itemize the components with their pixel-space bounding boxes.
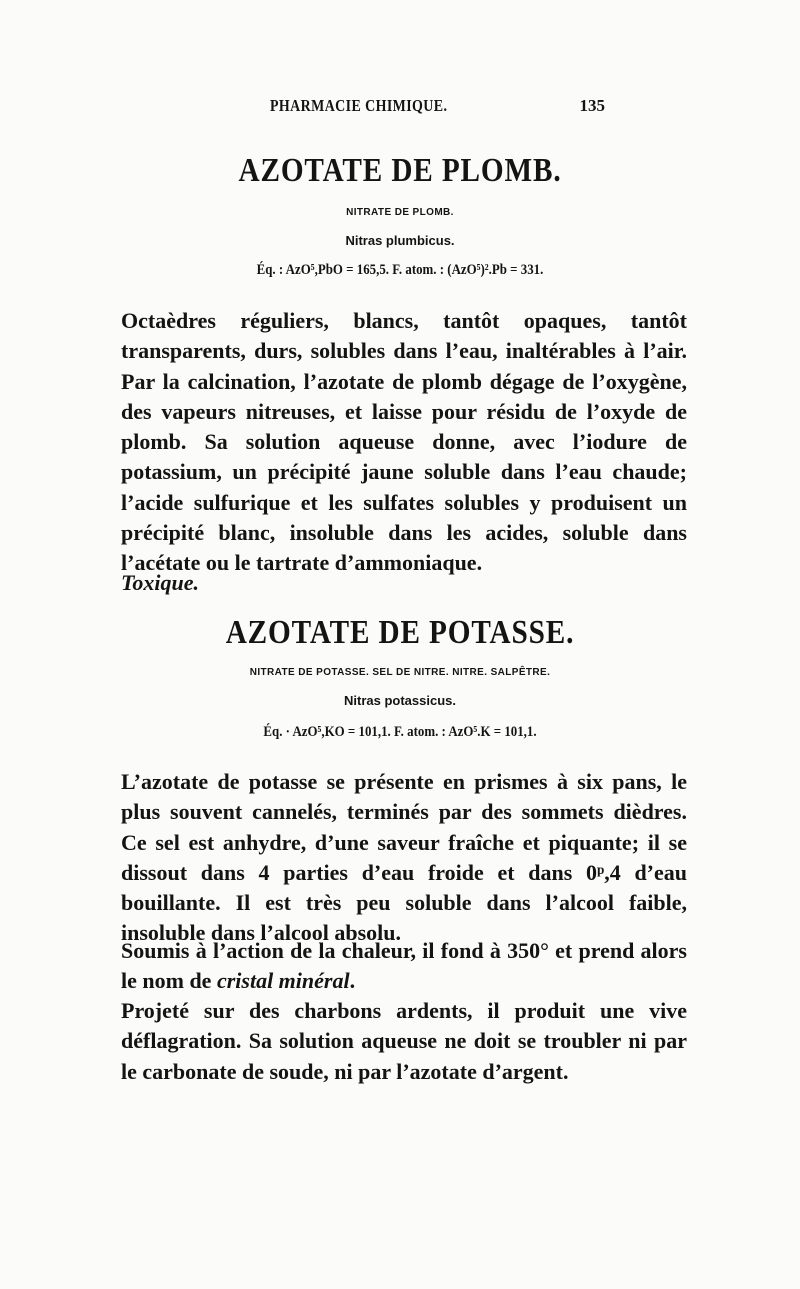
section-title-plomb: AZOTATE DE PLOMB. — [238, 152, 562, 189]
page-number: 135 — [579, 96, 605, 115]
paragraph-plomb: Octaèdres réguliers, blancs, tantôt opaques, tantôt transparents, durs, solubles dans l’eau, inaltérables à l’air. Par la calcination, l’azotate de plomb dégage de l’oxygène, des vapeurs nitreuses, et laisse pour résidu de l’oxyde de plomb. Sa solution aqueuse donne, avec l’iodure de potassium, un précipité jaune soluble dans l’eau chaude; l’acide sulfurique et les sulfates solubles y produisent un précipité blanc, insoluble dans les acides, soluble dans l’acétate ou le tartrate d’ammoniaque. — [121, 308, 687, 576]
cristal-mineral-term: cristal minéral — [216, 968, 350, 994]
synonyms-potasse: NITRATE DE POTASSE. SEL DE NITRE. NITRE. SALPÊTRE. — [249, 667, 551, 678]
paragraph-potasse-3: Projeté sur des charbons ardents, il produit une vive déflagration. Sa solution aqueuse ne doit se troubler ni par le carbonate de soude, ni par l’azotate d’argent. — [121, 998, 687, 1084]
running-head: PHARMACIE CHIMIQUE. — [270, 96, 448, 115]
synonyms-plomb: NITRATE DE PLOMB. — [346, 207, 454, 218]
paragraph-potasse-2 — [121, 936, 687, 997]
paragraph-potasse-2-text: Soumis à l’action de la chaleur, il fond à 350° et prend alors le nom de — [121, 938, 687, 994]
note-toxique: Toxique. — [121, 570, 200, 595]
page-header — [270, 96, 605, 120]
latin-name-plomb: Nitras plumbicus. — [345, 233, 455, 248]
paragraph-potasse-2-end: . — [349, 968, 356, 994]
formula-potasse: Éq. · AzO⁵,KO = 101,1. F. atom. : AzO⁵.K = 101,1. — [263, 724, 537, 740]
paragraph-potasse-1: L’azotate de potasse se présente en prismes à six pans, le plus souvent cannelés, terminés par des sommets dièdres. Ce sel est anhydre, d’une saveur fraîche et piquante; il se dissout dans 4 parties d’eau froide et dans 0ᵖ,4 d’eau bouillante. Il est très peu soluble dans l’alcool faible, insoluble dans l’alcool absolu. — [121, 769, 687, 946]
latin-name-potasse: Nitras potassicus. — [344, 693, 456, 708]
formula-plomb: Éq. : AzO⁵,PbO = 165,5. F. atom. : (AzO⁵)².Pb = 331. — [256, 262, 544, 278]
section-title-potasse: AZOTATE DE POTASSE. — [225, 614, 575, 651]
